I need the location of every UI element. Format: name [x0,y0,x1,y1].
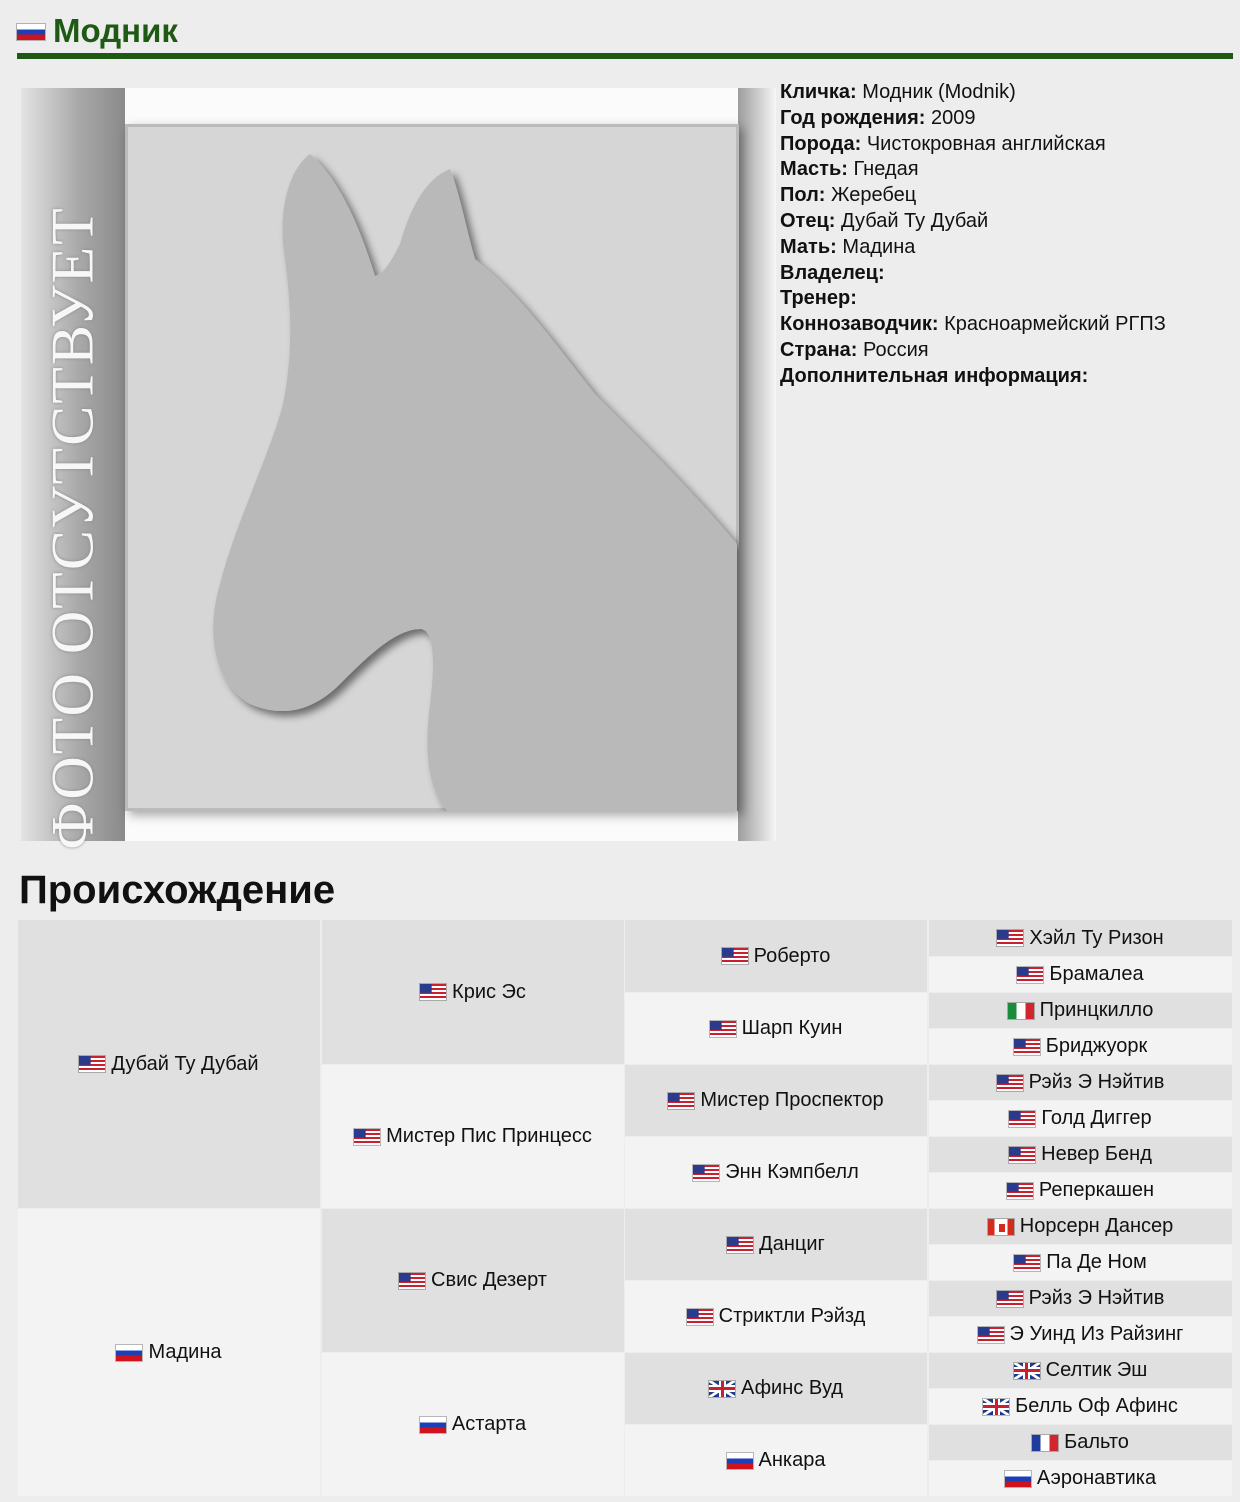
us-flag-icon [1014,1039,1040,1055]
info-row [780,80,1230,106]
us-flag-icon [420,984,446,1000]
pedigree-cell[interactable] [625,993,927,1064]
pedigree-horse-name: Бальто [1064,1431,1129,1453]
horse-info [780,80,1230,390]
info-row [780,157,1230,183]
pedigree-horse-name: Мистер Проспектор [700,1089,884,1111]
pedigree-horse-name: Невер Бенд [1041,1143,1152,1165]
info-value: 2009 [930,106,976,129]
pedigree-cell[interactable] [18,920,320,1208]
fr-flag-icon [1032,1435,1058,1451]
pedigree-horse-name: Стриктли Рэйзд [718,1305,866,1327]
info-label: Пол: [780,184,826,207]
pedigree-horse-name: Дубай Ту Дубай [111,1052,259,1075]
pedigree-cell[interactable] [625,1209,927,1280]
header-divider [17,53,1233,59]
us-flag-icon [710,1021,736,1037]
pedigree-cell[interactable] [625,1137,927,1208]
info-row [780,209,1230,235]
it-flag-icon [1008,1003,1034,1019]
info-value: Модник (Modnik) [862,81,1016,103]
page-title: Модник [53,12,178,49]
info-row [780,364,1230,390]
info-label: Порода: [780,132,862,155]
us-flag-icon [668,1093,694,1109]
pedigree-cell[interactable] [929,920,1232,956]
photo-right-shade [738,88,776,841]
us-flag-icon [997,1291,1023,1307]
info-label: Отец: [780,209,836,232]
pedigree-cell[interactable] [929,1209,1232,1244]
info-label: Масть: [780,158,848,181]
pedigree-cell[interactable] [18,1209,320,1496]
pedigree-horse-name: Энн Кэмпбелл [725,1161,859,1183]
us-flag-icon [978,1327,1004,1343]
pedigree-horse-name: Шарп Куин [741,1017,843,1039]
pedigree-cell[interactable] [625,1353,927,1424]
pedigree-cell[interactable] [322,1065,624,1208]
info-label: Кличка: [780,81,857,103]
info-value: Чистокровная английская [866,132,1106,155]
russia-flag-icon [17,24,45,40]
pedigree-horse-name: Э Уинд Из Райзинг [1009,1323,1184,1345]
us-flag-icon [1017,967,1043,983]
horse-photo-placeholder [21,88,776,850]
pedigree-horse-name: Анкара [758,1449,826,1471]
pedigree-cell[interactable] [625,1425,927,1496]
info-row [780,106,1230,132]
info-label: Тренер: [780,287,857,310]
pedigree-horse-name: Мистер Пис Принцесс [386,1125,592,1147]
info-row [780,261,1230,287]
gb-flag-icon [983,1399,1009,1415]
pedigree-horse-name: Па Де Ном [1046,1251,1147,1273]
pedigree-horse-name: Хэйл Ту Ризон [1029,926,1164,949]
pedigree-horse-name: Данциг [759,1233,825,1255]
info-value: Мадина [842,235,916,258]
us-flag-icon [997,930,1023,946]
pedigree-horse-name: Роберто [753,944,831,967]
pedigree-horse-name: Астарта [451,1413,527,1435]
ru-flag-icon [420,1417,446,1433]
us-flag-icon [693,1165,719,1181]
ru-flag-icon [1005,1471,1031,1487]
horse-silhouette-icon [125,124,739,811]
pedigree-horse-name: Селтик Эш [1045,1359,1148,1381]
us-flag-icon [727,1237,753,1253]
us-flag-icon [1014,1255,1040,1271]
pedigree-cell[interactable] [625,1281,927,1352]
pedigree-cell[interactable] [929,1353,1232,1388]
pedigree-horse-name: Белль Оф Афинс [1015,1395,1178,1417]
info-row [780,183,1230,209]
info-label: Дополнительная информация: [780,364,1089,387]
pedigree-horse-name: Брамалеа [1049,963,1144,985]
info-value: Гнедая [853,158,919,181]
us-flag-icon [722,948,748,964]
pedigree-horse-name: Аэронавтика [1036,1467,1157,1489]
pedigree-cell[interactable] [929,1101,1232,1136]
info-row [780,235,1230,261]
pedigree-title: Происхождение [19,868,336,912]
pedigree-cell[interactable] [322,920,624,1064]
gb-flag-icon [709,1381,735,1397]
info-label: Год рождения: [780,106,926,129]
pedigree-horse-name: Норсерн Дансер [1019,1215,1174,1237]
ca-flag-icon [988,1219,1014,1235]
pedigree-cell[interactable] [625,920,927,992]
pedigree-horse-name: Свис Дезерт [431,1269,547,1291]
us-flag-icon [1009,1147,1035,1163]
info-row [780,286,1230,312]
us-flag-icon [1007,1183,1033,1199]
info-row [780,338,1230,364]
pedigree-horse-name: Рэйз Э Нэйтив [1028,1287,1165,1309]
pedigree-cell[interactable] [929,957,1232,992]
info-label: Страна: [780,338,858,361]
info-label: Мать: [780,235,837,258]
us-flag-icon [399,1273,425,1289]
pedigree-horse-name: Афинс Вуд [741,1377,843,1399]
pedigree-cell[interactable] [929,1029,1232,1064]
pedigree-horse-name: Реперкашен [1038,1179,1155,1201]
info-label: Владелец: [780,261,885,284]
pedigree-cell[interactable] [929,1173,1232,1208]
pedigree-horse-name: Голд Диггер [1041,1107,1152,1129]
photo-frame [125,124,739,811]
pedigree-cell[interactable] [929,1317,1232,1352]
pedigree-cell[interactable] [322,1353,624,1496]
ru-flag-icon [727,1453,753,1469]
pedigree-cell[interactable] [625,1065,927,1136]
pedigree-table [18,920,1232,1496]
pedigree-horse-name: Бриджуорк [1045,1035,1148,1057]
pedigree-horse-name: Рэйз Э Нэйтив [1028,1071,1165,1093]
info-value: Россия [863,338,929,361]
ru-flag-icon [116,1345,142,1361]
pedigree-cell[interactable] [929,993,1232,1028]
info-value: Дубай Ту Дубай [841,209,989,232]
pedigree-cell[interactable] [322,1209,624,1352]
pedigree-cell[interactable] [929,1281,1232,1316]
us-flag-icon [687,1309,713,1325]
pedigree-cell[interactable] [929,1389,1232,1424]
pedigree-horse-name: Мадина [148,1341,222,1363]
pedigree-cell[interactable] [929,1065,1232,1100]
info-label: Коннозаводчик: [780,313,939,336]
pedigree-cell[interactable] [929,1425,1232,1460]
info-row [780,132,1230,158]
pedigree-horse-name: Принцкилло [1039,999,1154,1021]
info-row [780,312,1230,338]
pedigree-cell[interactable] [929,1245,1232,1280]
us-flag-icon [354,1129,380,1145]
pedigree-horse-name: Крис Эс [452,980,526,1003]
us-flag-icon [1009,1111,1035,1127]
photo-missing-caption: ФОТО ОТСУТСТВУЕТ [39,206,106,850]
info-value: Красноармейский РГПЗ [944,313,1166,336]
page-header [17,12,1233,50]
us-flag-icon [79,1056,105,1072]
info-value: Жеребец [831,184,917,207]
pedigree-cell[interactable] [929,1461,1232,1496]
us-flag-icon [997,1075,1023,1091]
pedigree-cell[interactable] [929,1137,1232,1172]
gb-flag-icon [1014,1363,1040,1379]
